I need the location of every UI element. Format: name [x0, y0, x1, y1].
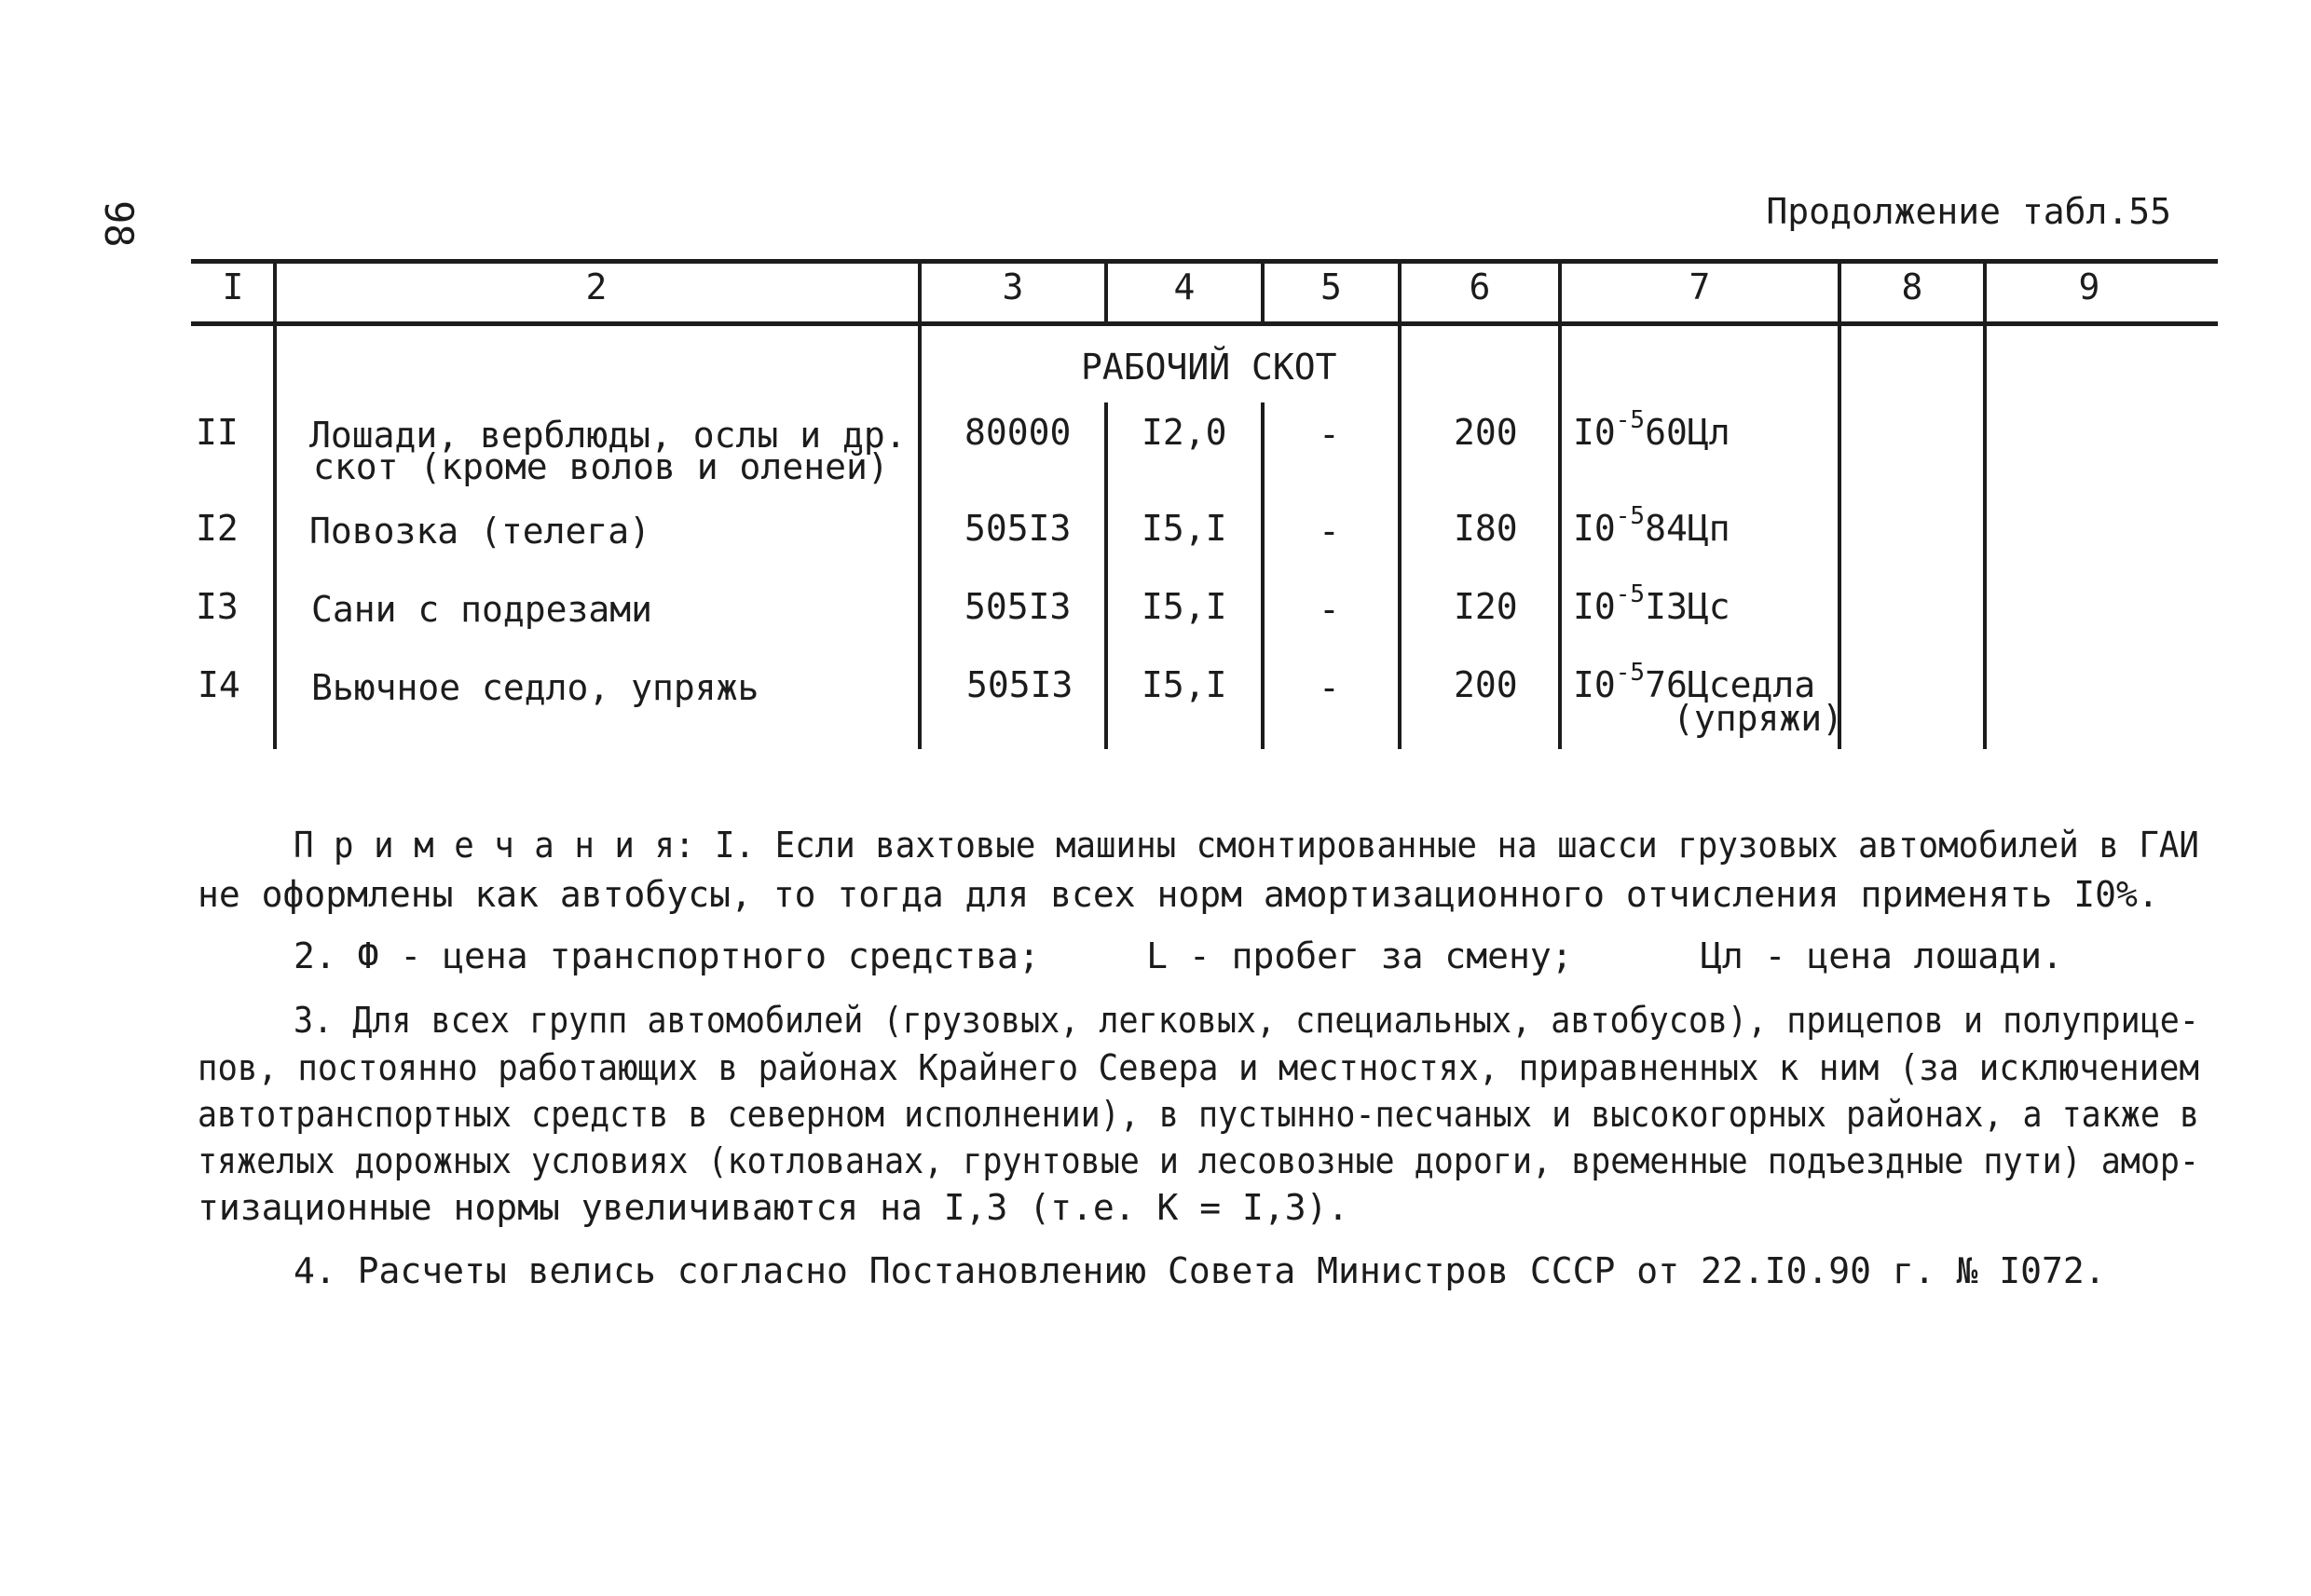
header-col-5: 5: [1320, 266, 1342, 307]
row-col-7: $I0^{-5}60Цл$: [1573, 406, 1730, 453]
row-col-7: $I0^{-5}I3Цс$: [1573, 580, 1730, 627]
col-sep: [1983, 263, 1987, 749]
header-col-6: 6: [1469, 266, 1491, 307]
note-4: 4. Расчеты велись согласно Постановлению Совета Министров СССР от 22.I0.90 г. № I072.: [294, 1250, 2106, 1291]
row-name: Повозка (телега): [309, 511, 651, 552]
col-sep: [1261, 402, 1265, 749]
row-col-5: -: [1319, 511, 1340, 552]
table-header-rule: [191, 321, 2218, 326]
row-col-6: I20: [1454, 586, 1518, 627]
row-col-3: 80000: [964, 412, 1072, 453]
page-number: 98: [96, 200, 142, 248]
note-3-cont: пов, постоянно работающих в районах Крайнего Севера и местностях, приравненных к ним (за исключением: [198, 1047, 2200, 1088]
note-3-cont: тизационные нормы увеличиваются на I,3 (т.е. К = I,3).: [198, 1187, 1349, 1228]
col-sep: [918, 263, 922, 749]
row-name: Вьючное седло, упряжь: [311, 667, 759, 708]
row-name: Сани с подрезами: [311, 589, 653, 630]
row-col-7-cont: (упряжи): [1673, 698, 1844, 739]
table-top-rule: [191, 259, 2218, 264]
row-col-4: I2,0: [1142, 412, 1227, 453]
note-2: 2. Ф - цена транспортного средства; L - пробег за смену; Цл - цена лошади.: [294, 935, 2063, 976]
header-col-3: 3: [1002, 266, 1024, 307]
col-sep: [1558, 263, 1562, 749]
note-1: П р и м е ч а н и я: I. Если вахтовые машины смонтированные на шасси грузовых автомобилей в ГАИ: [294, 825, 2199, 866]
row-col-3: 505I3: [964, 586, 1072, 627]
row-number: I4: [198, 664, 240, 705]
row-col-5: -: [1319, 414, 1340, 455]
row-col-5: -: [1319, 667, 1340, 708]
header-col-2: 2: [585, 266, 608, 307]
row-number: I3: [196, 586, 239, 627]
note-3-cont: автотранспортных средств в северном исполнении), в пустынно-песчаных и высокогорных районах, а также в: [198, 1094, 2200, 1135]
note-3-cont: тяжелых дорожных условиях (котлованах, грунтовые и лесовозные дороги, временные подъездные пути) амор-: [198, 1140, 2200, 1181]
col-sep: [273, 263, 277, 749]
note-1-cont: не оформлены как автобусы, то тогда для всех норм амортизационного отчисления применять I0%.: [198, 874, 2159, 915]
row-col-6: 200: [1454, 664, 1518, 705]
header-col-1: I: [222, 266, 244, 307]
row-col-4: I5,I: [1142, 586, 1227, 627]
row-col-3: 505I3: [966, 664, 1073, 705]
row-col-7: $I0^{-5}84Цп$: [1573, 502, 1730, 549]
row-name-cont: скот (кроме волов и оленей): [313, 446, 889, 487]
row-name: Лошади, верблюды, ослы и др.: [309, 415, 907, 456]
row-col-7: $I0^{-5}76Цседла$: [1573, 659, 1816, 705]
row-col-6: I80: [1454, 508, 1518, 549]
row-number: II: [196, 412, 239, 453]
row-col-4: I5,I: [1142, 664, 1227, 705]
row-col-3: 505I3: [964, 508, 1072, 549]
col-sep: [1838, 263, 1841, 749]
col-sep: [1398, 263, 1402, 749]
section-title: РАБОЧИЙ СКОТ: [1081, 347, 1337, 388]
row-col-6: 200: [1454, 412, 1518, 453]
header-col-9: 9: [2078, 266, 2100, 307]
header-col-4: 4: [1173, 266, 1196, 307]
header-col-8: 8: [1901, 266, 1923, 307]
col-sep: [1104, 402, 1108, 749]
row-col-5: -: [1319, 589, 1340, 630]
note-3: 3. Для всех групп автомобилей (грузовых, легковых, специальных, автобусов), прицепов и полуприце-: [294, 1000, 2199, 1041]
row-col-4: I5,I: [1142, 508, 1227, 549]
continuation-label: Продолжение табл.55: [1766, 191, 2171, 232]
header-col-7: 7: [1689, 266, 1711, 307]
row-number: I2: [196, 508, 239, 549]
